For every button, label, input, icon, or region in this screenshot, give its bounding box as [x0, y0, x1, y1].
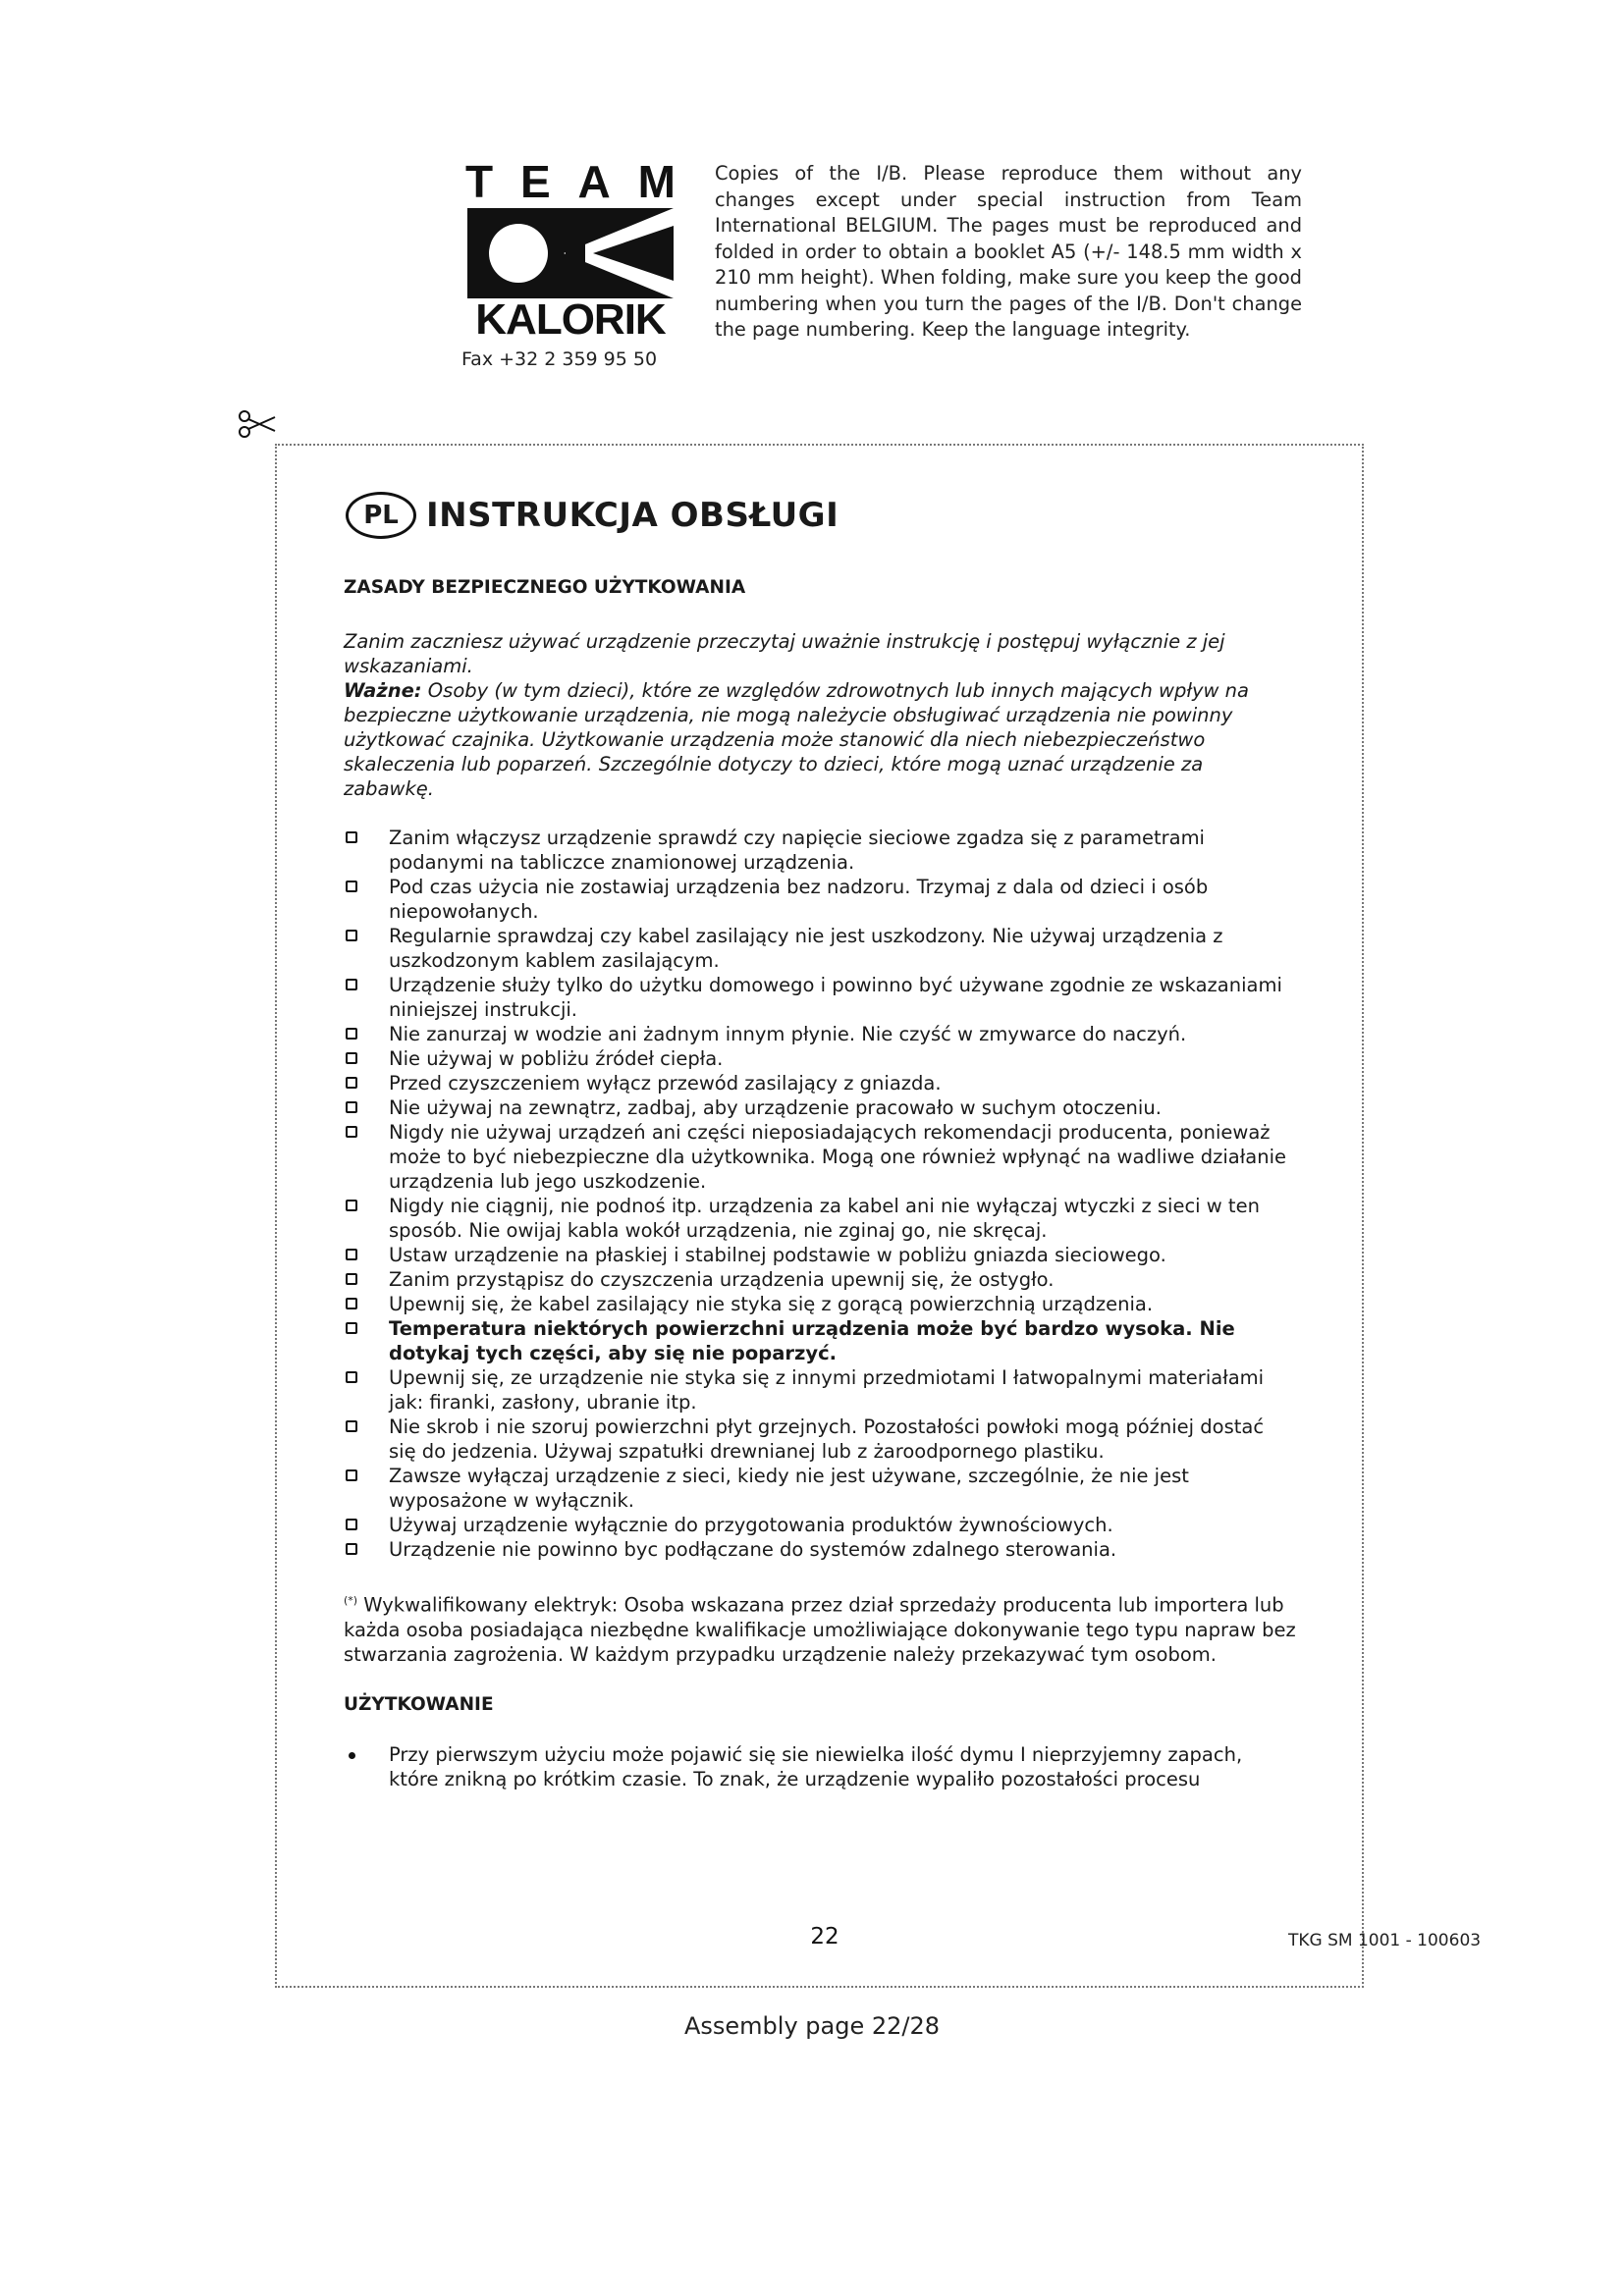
list-item-text: Nie skrob i nie szoruj powierzchni płyt grzejnych. Pozostałości powłoki mogą później dostać się do jedzenia. Używaj szpatułki drewnianej lub z żaroodpornego plastiku.: [389, 1415, 1265, 1463]
logo-letter: T: [465, 156, 494, 207]
checkbox-bullet-icon: [346, 1322, 357, 1334]
page-number: 22: [810, 1924, 839, 1949]
usage-list: [344, 1742, 1296, 1791]
checkbox-bullet-icon: [346, 1028, 357, 1040]
list-item-text: Nie używaj w pobliżu źródeł ciepła.: [389, 1047, 724, 1070]
list-item: [344, 1415, 1296, 1464]
important-label: Ważne:: [344, 679, 422, 702]
list-item-text: Przy pierwszym użyciu może pojawić się sie niewielka ilość dymu I nieprzyjemny zapach, które znikną po krótkim czasie. To znak, że urządzenie wypaliło pozostałości procesu: [389, 1742, 1243, 1790]
list-item: [344, 1046, 1296, 1071]
list-item-text: Ustaw urządzenie na płaskiej i stabilnej podstawie w pobliżu gniazda sieciowego.: [389, 1244, 1166, 1266]
intro-text: [344, 629, 1296, 801]
list-item: [344, 1095, 1296, 1120]
list-item: [344, 1513, 1296, 1537]
list-item: [344, 1022, 1296, 1046]
kalorik-emblem-icon: [467, 208, 674, 298]
list-item-text: Nigdy nie ciągnij, nie podnoś itp. urządzenia za kabel ani nie wyłączaj wtyczki z sieci w ten sposób. Nie owijaj kabla wokół urządzenia, nie zginaj go, nie skręcaj.: [389, 1195, 1260, 1242]
list-item-text: Nie zanurzaj w wodzie ani żadnym innym płynie. Nie czyść w zmywarce do naczyń.: [389, 1023, 1187, 1045]
checkbox-bullet-icon: [346, 1371, 357, 1383]
list-item-text: Urządzenie służy tylko do użytku domowego i powinno być używane zgodnie ze wskazaniami niniejszej instrukcji.: [389, 974, 1282, 1021]
qualified-electrician-note: [344, 1588, 1296, 1667]
section-heading-usage: UŻYTKOWANIE: [344, 1693, 494, 1715]
checkbox-bullet-icon: [346, 1077, 357, 1089]
checkbox-bullet-icon: [346, 1543, 357, 1555]
list-item: [344, 1292, 1296, 1316]
list-item: [344, 1267, 1296, 1292]
logo-letter: E: [519, 156, 551, 207]
manual-title: INSTRUKCJA OBSŁUGI: [426, 495, 839, 535]
list-item: [344, 1194, 1296, 1243]
checkbox-bullet-icon: [346, 1298, 357, 1309]
footnote-marker: (*): [344, 1594, 358, 1607]
list-item: [344, 1537, 1296, 1562]
checkbox-bullet-icon: [346, 930, 357, 941]
header: [461, 156, 1306, 375]
list-item-text: Upewnij się, ze urządzenie nie styka się z innymi przedmiotami I łatwopalnymi materiałami jak: firanki, zasłony, ubranie itp.: [389, 1366, 1265, 1414]
list-item: [344, 1120, 1296, 1194]
checkbox-bullet-icon: [346, 1200, 357, 1211]
team-kalorik-logo: [461, 156, 677, 370]
checkbox-bullet-icon: [346, 1126, 357, 1138]
list-item-warning: [344, 1316, 1296, 1365]
checkbox-bullet-icon: [346, 831, 357, 843]
list-item-text: Zanim włączysz urządzenie sprawdź czy napięcie sieciowe zgadza się z parametrami podanymi na tabliczce znamionowej urządzenia.: [389, 827, 1205, 874]
checkbox-bullet-icon: [346, 1273, 357, 1285]
checkbox-bullet-icon: [346, 1519, 357, 1530]
fax-number: Fax +32 2 359 95 50: [461, 348, 658, 370]
manual-page: [344, 481, 1296, 1791]
list-item-text: Przed czyszczeniem wyłącz przewód zasilający z gniazda.: [389, 1072, 942, 1095]
checkbox-bullet-icon: [346, 1052, 357, 1064]
list-item-text: Urządzenie nie powinno byc podłączane do systemów zdalnego sterowania.: [389, 1538, 1117, 1561]
checkbox-bullet-icon: [346, 979, 357, 990]
list-item-text: Pod czas użycia nie zostawiaj urządzenia bez nadzoru. Trzymaj z dala od dzieci i osób niepowołanych.: [389, 876, 1209, 923]
list-item: [344, 875, 1296, 924]
list-item: [344, 973, 1296, 1022]
checkbox-bullet-icon: [346, 1249, 357, 1260]
language-badge: PL: [346, 492, 416, 539]
intro-paragraph: Zanim zaczniesz używać urządzenie przeczytaj uważnie instrukcję i postępuj wyłącznie z jej wskazaniami.: [344, 630, 1225, 677]
list-item-text: Zanim przystąpisz do czyszczenia urządzenia upewnij się, że ostygło.: [389, 1268, 1055, 1291]
safety-list: [344, 826, 1296, 1562]
checkbox-bullet-icon: [346, 881, 357, 892]
checkbox-bullet-icon: [346, 1101, 357, 1113]
checkbox-bullet-icon: [346, 1420, 357, 1432]
page-title: [344, 481, 1296, 550]
list-item: [344, 1071, 1296, 1095]
list-item-text: Temperatura niektórych powierzchni urządzenia może być bardzo wysoka. Nie dotykaj tych części, aby się nie poparzyć.: [389, 1317, 1235, 1364]
list-item-text: Regularnie sprawdzaj czy kabel zasilający nie jest uszkodzony. Nie używaj urządzenia z uszkodzonym kablem zasilającym.: [389, 925, 1223, 972]
list-item-text: Nie używaj na zewnątrz, zadbaj, aby urządzenie pracowało w suchym otoczeniu.: [389, 1096, 1162, 1119]
assembly-page-label: Assembly page 22/28: [683, 2012, 941, 2040]
bullet-icon: [349, 1752, 355, 1759]
list-item: [344, 1365, 1296, 1415]
scissors-icon: [238, 409, 277, 439]
logo-brand-text: KALORIK: [475, 295, 666, 344]
logo-letter: M: [637, 156, 676, 207]
important-paragraph: [344, 678, 1296, 801]
note-text: Wykwalifikowany elektryk: Osoba wskazana przez dział sprzedaży producenta lub importera lub każda osoba posiadająca niezbędne kwalifikacje umożliwiające dokonywanie tego typu napraw bez stwarzania zagrożenia. W każdym przypadku urządzenie należy przekazywać tym osobom.: [344, 1593, 1296, 1666]
logo-team-text: [465, 156, 676, 207]
list-item: [344, 826, 1296, 875]
checkbox-bullet-icon: [346, 1469, 357, 1481]
document-reference: TKG SM 1001 - 100603: [1288, 1931, 1482, 1950]
list-item-text: Używaj urządzenie wyłącznie do przygotowania produktów żywnościowych.: [389, 1514, 1113, 1536]
list-item: [344, 1243, 1296, 1267]
list-item: [344, 924, 1296, 973]
list-item-text: Upewnij się, że kabel zasilający nie styka się z gorącą powierzchnią urządzenia.: [389, 1293, 1154, 1315]
list-item-text: Nigdy nie używaj urządzeń ani części nieposiadających rekomendacji producenta, ponieważ może to być niebezpieczne dla użytkownika. Mogą one również wpłynąć na wadliwe działanie urządzenia lub jego uszkodzenie.: [389, 1121, 1287, 1193]
list-item: [344, 1464, 1296, 1513]
list-item-text: Zawsze wyłączaj urządzenie z sieci, kiedy nie jest używane, szczególnie, że nie jest wyposażone w wyłącznik.: [389, 1465, 1189, 1512]
list-item: [344, 1742, 1296, 1791]
logo-letter: A: [577, 156, 611, 207]
important-text: Osoby (w tym dzieci), które ze względów zdrowotnych lub innych mających wpływ na bezpieczne użytkowanie urządzenia, nie mogą należycie obsługiwać urządzenia nie powinny użytkować czajnika. Użytkowanie urządzenia może stanowić dla niech niebezpieczeństwo skaleczenia lub poparzeń. Szczególnie dotyczy to dzieci, które mogą uznać urządzenie za zabawkę.: [344, 679, 1249, 800]
section-heading-safety: ZASADY BEZPIECZNEGO UŻYTKOWANIA: [344, 577, 746, 598]
reproduction-instructions: Copies of the I/B. Please reproduce them without any changes except under special instruction from Team International BELGIUM. The pages must be reproduced and folded in order to obtain a booklet A5 (+/- 148.5 mm width x 210 mm height). When folding, make sure you keep the good numbering when you turn the pages of the I/B. Don't change the page numbering. Keep the language integrity.: [715, 162, 1302, 341]
